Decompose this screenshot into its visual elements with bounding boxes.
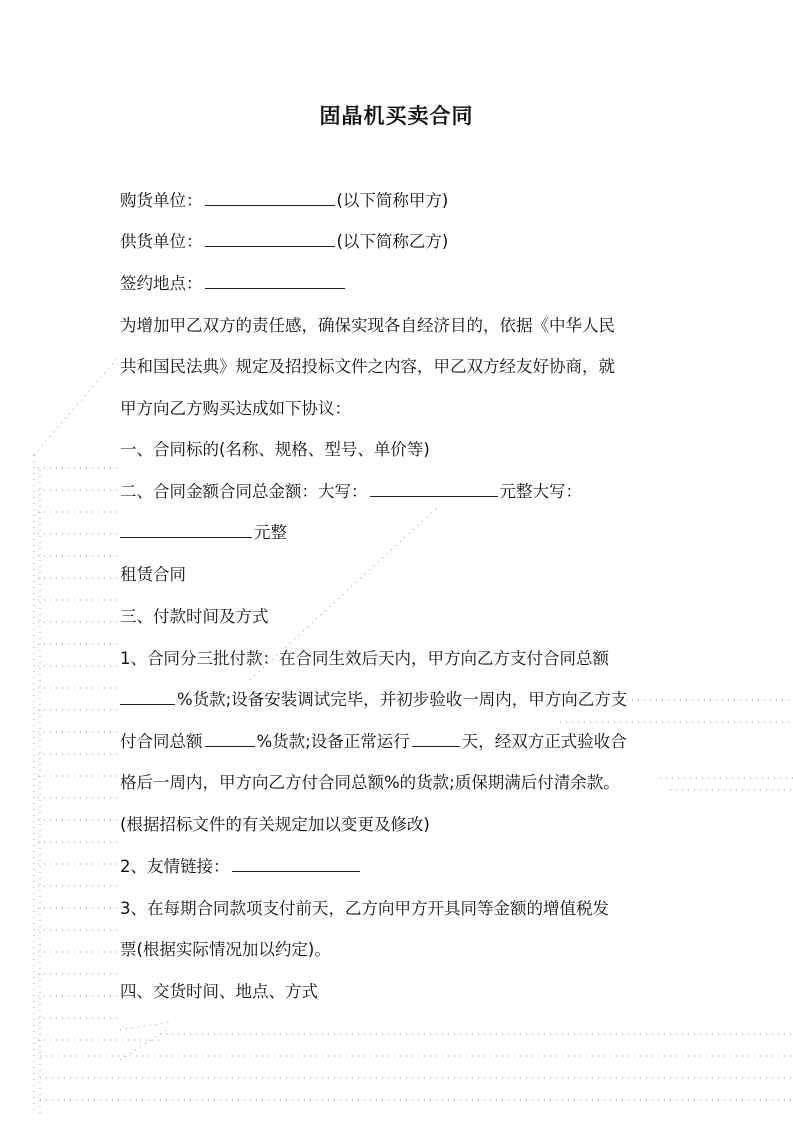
- location-label: 签约地点：: [120, 274, 203, 293]
- buyer-line: [120, 190, 448, 212]
- seller-suffix: (以下简称乙方): [336, 232, 449, 251]
- payment-item-3-line-1: 3、在每期合同款项支付前天，乙方向甲方开具同等金额的增值税发: [120, 899, 609, 918]
- buyer-suffix: (以下简称甲方): [336, 191, 449, 210]
- buyer-blank: [205, 190, 335, 206]
- amount-upper-blank: [370, 481, 498, 497]
- percent-blank-2: [205, 731, 255, 747]
- section-2-end: 元整: [254, 523, 287, 542]
- section-2-line: [120, 481, 582, 503]
- payment-item-3-line-2: 票(根据实际情况加以约定)。: [120, 940, 331, 959]
- section-2-line-2: [120, 522, 287, 544]
- seller-line: [120, 231, 448, 253]
- payment-item-2-line: [120, 856, 362, 878]
- section-2-mid: 元整大写：: [499, 482, 582, 501]
- payment-item-1-line-1: 1、合同分三批付款：在合同生效后天内，甲方向乙方支付合同总额: [120, 649, 609, 668]
- buyer-label: 购货单位：: [120, 191, 203, 210]
- section-3-heading: 三、付款时间及方式: [120, 607, 269, 626]
- document-title: 固晶机买卖合同: [319, 104, 474, 128]
- payment-item-1-line-4: 格后一周内，甲方向乙方付合同总额%的货款;质保期满后付清余款。: [120, 773, 620, 792]
- payment-line-3-a: 付合同总额: [120, 732, 203, 751]
- intro-line-3: 甲方向乙方购买达成如下协议：: [120, 399, 351, 418]
- rental-contract-text: 租赁合同: [120, 565, 186, 584]
- friendly-link-blank: [232, 856, 360, 872]
- friendly-link-label: 2、友情链接：: [120, 857, 230, 876]
- payment-line-3-c: 天，经双方正式验收合: [461, 732, 627, 751]
- payment-note: (根据招标文件的有关规定加以变更及修改): [120, 815, 430, 834]
- payment-item-1-line-2-text: %货款;设备安装调试完毕，并初步验收一周内，甲方向乙方支: [177, 690, 628, 709]
- section-1-heading: 一、合同标的(名称、规格、型号、单价等): [120, 440, 430, 459]
- section-2-label: 二、合同金额合同总金额：大写：: [120, 482, 368, 501]
- days-blank: [412, 731, 460, 747]
- location-line: [120, 273, 347, 295]
- seller-label: 供货单位：: [120, 232, 203, 251]
- payment-item-1-line-2: [120, 689, 627, 711]
- intro-line-1: 为增加甲乙双方的责任感，确保实现各自经济目的，依据《中华人民: [120, 316, 615, 335]
- payment-line-3-b: %货款;设备正常运行: [256, 732, 410, 751]
- location-blank: [205, 273, 345, 289]
- seller-blank: [205, 231, 335, 247]
- amount-upper-blank-2: [120, 522, 252, 538]
- payment-item-1-line-3: [120, 731, 627, 753]
- intro-line-2: 共和国民法典》规定及招投标文件之内容，甲乙双方经友好协商，就: [120, 357, 615, 376]
- percent-blank-1: [120, 689, 175, 705]
- section-4-heading: 四、交货时间、地点、方式: [120, 982, 318, 1001]
